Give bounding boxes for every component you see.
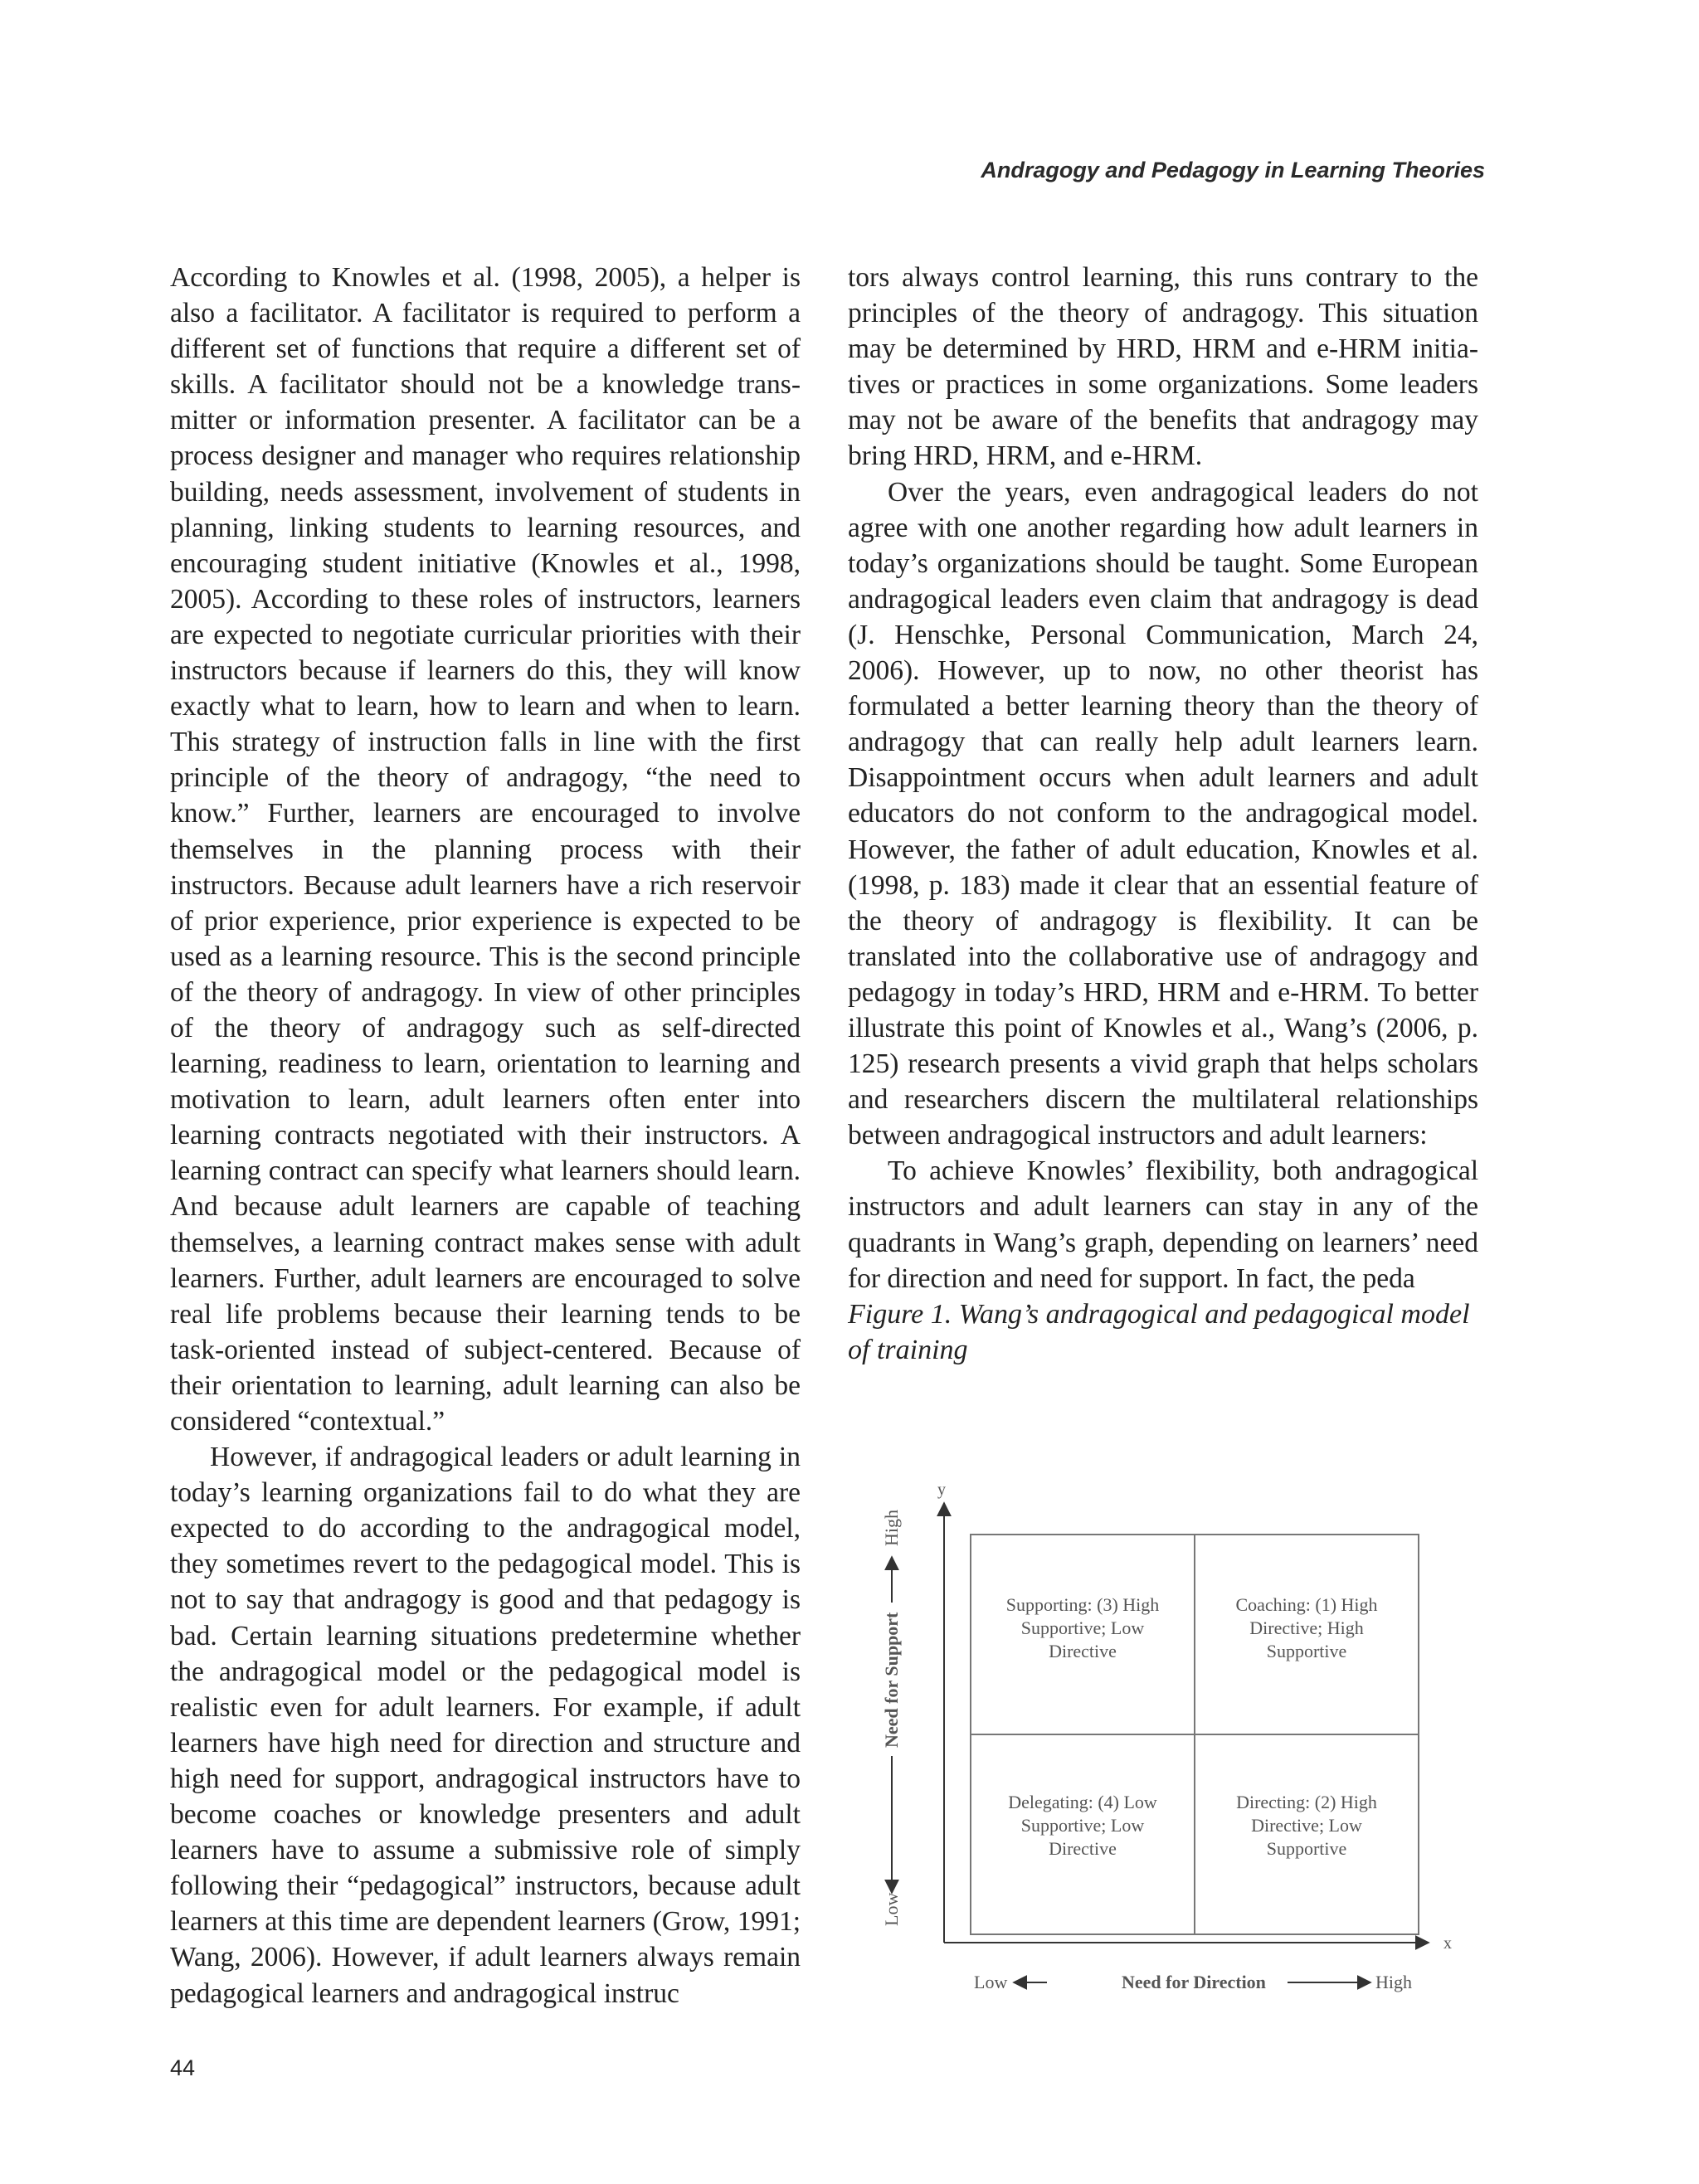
paragraph: To achieve Knowles’ flexibility, both andragogical instructors and adult learners can stay in any of the quadrants in Wang’s graph, depending on learners’ need for direction and need for support. In fact, the peda — [848, 1155, 1478, 1294]
x-axis-high: High — [1375, 1972, 1412, 1992]
figure-caption: Figure 1. Wang’s andragogical and pedagogical model of training — [848, 1298, 1470, 1365]
y-axis-high: High — [881, 1510, 902, 1546]
x-axis-letter: x — [1443, 1934, 1452, 1953]
figure-wang-model — [848, 1453, 1478, 2017]
quadrant-line: Directive — [1049, 1838, 1117, 1859]
paragraph: According to Knowles et al. (1998, 2005), a helper is also a facilitator. A facilitator is required to perform a different set of functions that require a different set of skills. A facilitator should not be a knowledge transmitter or information presenter. A facilitator can be a process designer and manager who requires relationship building, needs assessment, involvement of students in planning, linking students to learning resources, and encouraging student initiative (Knowles et al., 1998, 2005). According to these roles of instructors, learners are expected to negotiate curricular priorities with their instructors because if learners do this, they will know exactly what to learn, how to learn and when to learn. This strategy of instruction falls in line with the first principle of the theory of andragogy, “the need to know.” Further, learners are encouraged to involve themselves in the planning process with their instructors. Because adult learners have a rich reservoir of prior experience, prior experience is expected to be used as a learning resource. This is the second principle of the theory of andragogy. In view of other principles of the theory of andragogy such as self-directed learning, readiness to learn, orientation to learning and motivation to learn, adult learners often enter into learning contracts negotiated with their instructors. A learning contract can specify what learners should learn. And because adult learners are capable of teaching themselves, a learning contract makes sense with adult learners. Further, adult learners are encouraged to solve real life problems because their learning tends to be task-oriented instead of subject-centered. Because of their orientation to learning, adult learning can also be considered “contextual.” — [170, 262, 801, 1437]
quadrant-line: Directing: (2) High — [1236, 1792, 1377, 1812]
y-axis-title: Need for Support — [881, 1612, 902, 1748]
quadrant-line: Directive — [1049, 1641, 1117, 1661]
paragraph: However, if andragogical leaders or adult learning in today’s learning organizations fail to do what they are expected to do according to the andragogical model, they sometimes revert to the pedagogical model. This is not to say that andragogy is good and that pedagogy is bad. Certain learning situations predetermine whether the andragogical model or the pedagogical model is realistic even for adult learners. For example, if adult learners have high need for direction and structure and high need for support, andragogical instructors have to become coaches or knowledge presenters and adult learners have to assume a submissive role of simply following their “pedagogical” instructors, because adult learners at this time are dependent learners (Grow, 1991; Wang, 2006). However, if adult learners always remain pedagogical learners and andragogical instruc — [170, 1442, 801, 2009]
left-column — [170, 260, 801, 2011]
x-axis-title: Need for Direction — [1122, 1972, 1266, 1992]
paragraph: Over the years, even andragogical leaders do not agree with one another regarding how adult learners in today’s organizations should be taught. Some European andragogical leaders even claim that andragogy is dead (J. Henschke, Personal Communication, March 24, 2006). However, up to now, no other theorist has formulated a better learning theory than the theory of andragogy that can really help adult learners learn. Disappointment occurs when adult learners and adult educators do not conform to the andragogical model. However, the father of adult education, Knowles et al. (1998, p. 183) made it clear that an essential feature of the theory of andragogy is flexibility. It can be translated into the collaborative use of andragogy and pedagogy in today’s HRD, HRM and e-HRM. To better illustrate this point of Knowles et al., Wang’s (2006, p. 125) research presents a vivid graph that helps scholars and researchers discern the multilateral relationships between andragogical instructors and adult learners: — [848, 476, 1478, 1151]
y-axis-low: Low — [881, 1892, 902, 1926]
quadrant-line: Supportive; Low — [1020, 1617, 1145, 1638]
quadrant-directing — [1236, 1792, 1377, 1859]
y-axis-letter: y — [937, 1481, 946, 1499]
quadrant-line: Supportive — [1266, 1838, 1347, 1859]
quadrant-line: Directive; Low — [1251, 1815, 1362, 1836]
y-axis-label — [881, 1510, 902, 1926]
page-number: 44 — [170, 2055, 196, 2080]
x-axis-label — [974, 1972, 1412, 1992]
quadrant-line: Delegating: (4) Low — [1008, 1792, 1157, 1812]
quadrant-line: Supporting: (3) High — [1005, 1594, 1160, 1615]
running-head: Andragogy and Pedagogy in Learning Theories — [981, 158, 1485, 182]
quadrant-line: Supportive — [1266, 1641, 1347, 1661]
quadrant-delegating — [1008, 1792, 1157, 1859]
x-axis-low: Low — [974, 1972, 1008, 1992]
right-column — [848, 260, 1478, 1368]
quadrant-coaching — [1235, 1594, 1377, 1661]
paragraph: tors always control learning, this runs contrary to the principles of the theory of andragogy. This situation may be determined by HRD, HRM and e-HRM initiatives or practices in some organizations. Some leaders may not be aware of the benefits that andragogy may bring HRD, HRM, and e-HRM. — [848, 262, 1478, 472]
quadrant-line: Coaching: (1) High — [1235, 1594, 1378, 1615]
figure-diagram — [848, 1453, 1478, 2017]
quadrant-line: Supportive; Low — [1020, 1815, 1145, 1836]
quadrant-line: Directive; High — [1249, 1617, 1364, 1638]
quadrant-supporting — [1006, 1594, 1160, 1661]
